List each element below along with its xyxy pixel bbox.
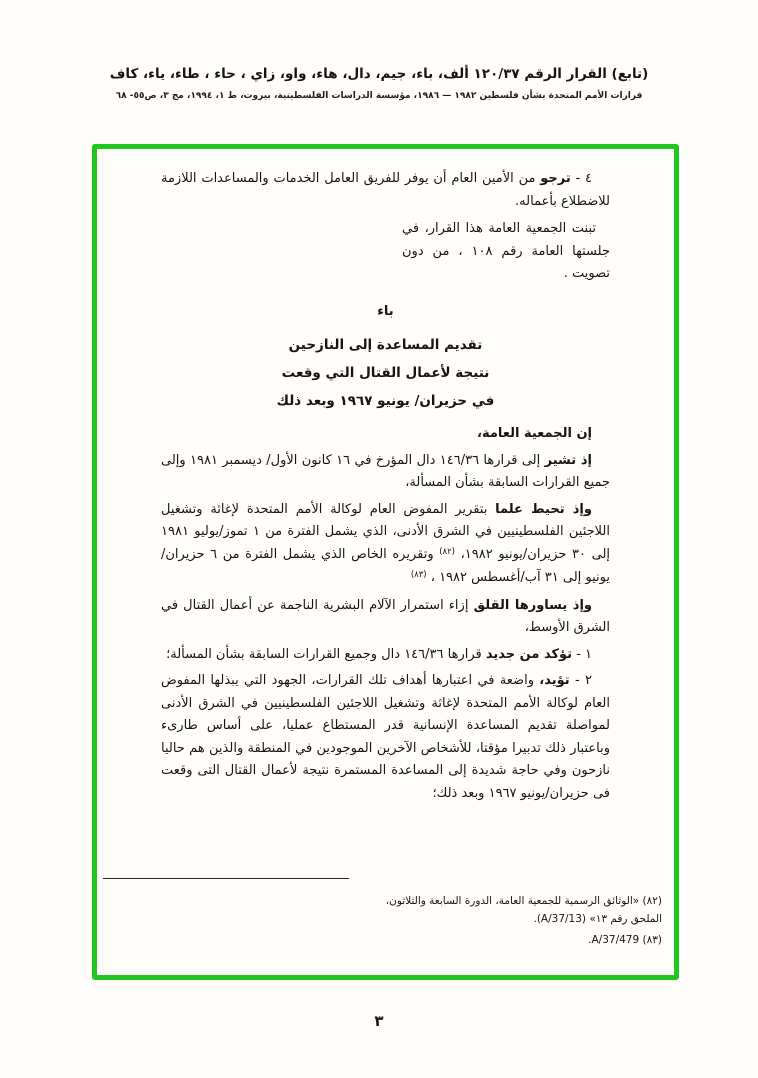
footnote-reference-83: (٨٣)	[410, 570, 427, 580]
paragraph-text: واضعة في اعتبارها أهداف تلك القرارات، الجهود التي يبذلها المفوض العام لوكالة الأمم المتحدة لإغاثة وتشغيل اللاجئين الفلسطينيين في الشرق الأدنى لمواصلة تقديم المساعدة الإنسانية قدر المستطاع عمليا، على أساس طارىء وباعتبار ذلك تدبيرا مؤقتا، للأشخاص الآخرين الموجودين في المنطقة والذين هم حاليا نازحون وفي حاجة شديدة إلى المساعدة المستمرة نتيجة لأعمال القتال التى وقعت فى حزيران/يونيو ١٩٦٧ وبعد ذلك؛	[161, 673, 610, 801]
preambular-paragraph-2	[161, 499, 610, 591]
paragraph-text: إزاء استمرار الآلام البشرية الناجمة عن أعمال القتال في الشرق الأوسط،	[161, 597, 610, 635]
opening-phrase: إن الجمعية العامة،	[477, 426, 592, 441]
section-letter: باء	[377, 303, 394, 319]
footnote-reference-82: (٨٢)	[439, 546, 455, 557]
operative-verb: تؤكد من جديد	[485, 646, 573, 662]
green-border-frame	[92, 144, 679, 980]
page-header	[0, 66, 758, 101]
page-number: ٣	[374, 1012, 384, 1030]
paragraph-number: ٤ -	[575, 171, 592, 186]
title-line-2: نتيجة لأعمال القتال التي وقعت	[281, 365, 490, 381]
source-citation: قرارات الأمم المتحدة بشأن فلسطين ١٩٨٢ — ١٩٨٦، مؤسسة الدراسات الفلسطينية، بيروت، ط ١، ١٩٩٤، مج ٣، ص٥٥- ٦٨	[115, 91, 643, 101]
operative-paragraph-2	[161, 670, 610, 805]
title-line-1: تقديم المساعدة إلى النازحين	[288, 337, 483, 353]
paragraph-text: إلى قرارها ١٤٦/٣٦ دال المؤرخ في ١٦ كانون الأول/ ديسمبر ١٩٨١ وإلى جميع القرارات السابقة بشأن المسألة،	[161, 452, 610, 490]
resolution-title	[161, 331, 610, 415]
operative-paragraph-4	[161, 168, 610, 213]
paragraph-text: بتقرير المفوض العام لوكالة الأمم المتحدة لإغاثة وتشغيل اللاجئين الفلسطينيين في الشرق الأدنى، الذي يشمل الفترة من ١ تموز/يوليو ١٩٨١ إلى ٣٠ حزيران/يونيو ١٩٨٢،	[161, 501, 611, 562]
operative-verb: تؤيد،	[539, 673, 570, 688]
preambular-phrase: إذ تشير	[544, 452, 592, 468]
footnotes-block	[358, 892, 662, 952]
resolution-body-text	[97, 149, 674, 805]
footnote-82: (٨٢) «الوثائق الرسمية للجمعية العامة، الدورة السابعة والثلاثون، الملحق رقم ١٣» (A/37/13).	[385, 894, 662, 925]
preambular-paragraph-3	[161, 595, 610, 640]
title-line-3: في حزيران/ يونيو ١٩٦٧ وبعد ذلك	[276, 393, 495, 409]
paragraph-number: ١ -	[576, 646, 592, 662]
adoption-note: تبنت الجمعية العامة هذا القرار، في جلستها العامة رقم ١٠٨ ، من دون تصويت .	[402, 221, 610, 281]
preambular-phrase: وإذ تحيط علما	[495, 501, 592, 517]
paragraph-number: ٢ -	[574, 673, 592, 688]
paragraph-text: من الأمين العام أن يوفر للفريق العامل الخدمات والمساعدات اللازمة للاضطلاع بأعماله.	[161, 171, 610, 209]
preambular-paragraph-1	[161, 450, 610, 495]
paragraph-text: قرارها ١٤٦/٣٦ دال وجميع القرارات السابقة بشأن المسألة؛	[166, 646, 482, 662]
footnote-separator-rule	[103, 878, 349, 879]
preambular-phrase: وإذ يساورها القلق	[473, 597, 592, 613]
footnote-83: (٨٣) A/37/479.	[588, 933, 662, 946]
operative-verb: ترجو	[540, 171, 571, 186]
resolution-header-title: (تابع) القرار الرقم ١٢٠/٣٧ ألف، باء، جيم، دال، هاء، واو، زاي ، حاء ، طاء، ياء، كاف	[109, 66, 649, 82]
paragraph-text: وتقريره الخاص الذي يشمل الفترة من ٦ حزيران/يونيو إلى ٣١ آب/أغسطس ١٩٨٢ ،	[161, 546, 610, 585]
operative-paragraph-1	[161, 644, 610, 667]
